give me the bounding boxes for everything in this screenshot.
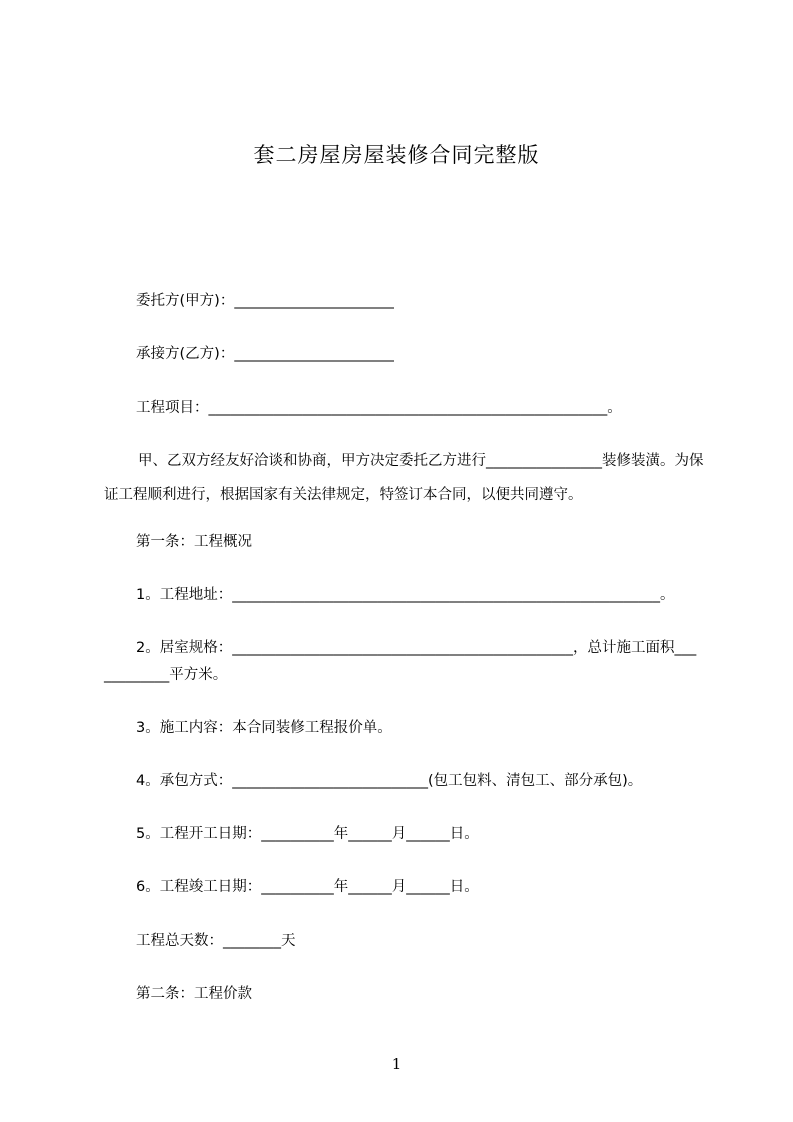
end-date-line: 6。工程竣工日期：__________年______月______日。: [136, 879, 479, 895]
intro-paragraph: 甲、乙双方经友好洽谈和协商，甲方决定委托乙方进行________________装修装潢。为保证工程顺利进行，根据国家有关法律规定，特签订本合同，以便共同遵守。: [104, 453, 704, 503]
start-date-line: 5。工程开工日期：__________年______月______日。: [136, 826, 479, 842]
address-line: 1。工程地址：___________________________________________________________。: [136, 587, 675, 603]
client-line: 委托方(甲方)：______________________: [136, 293, 394, 309]
spec-line-2: _________平方米。: [104, 667, 228, 683]
spec-line-1: 2。居室规格：_______________________________________________，总计施工面积___: [136, 640, 697, 656]
content-line: 3。施工内容：本合同装修工程报价单。: [136, 720, 392, 736]
article-2-heading: 第二条：工程价款: [136, 986, 252, 1002]
total-days-line: 工程总天数：________天: [136, 933, 296, 949]
article-1-heading: 第一条：工程概况: [136, 534, 252, 550]
contractor-line: 承接方(乙方)：______________________: [136, 346, 394, 362]
page-title: 套二房屋房屋装修合同完整版: [253, 143, 540, 167]
project-line: 工程项目：_______________________________________________________。: [136, 400, 622, 416]
contract-mode-line: 4。承包方式：___________________________(包工包料、清包工、部分承包)。: [136, 773, 643, 789]
page-number: 1: [391, 1055, 402, 1073]
